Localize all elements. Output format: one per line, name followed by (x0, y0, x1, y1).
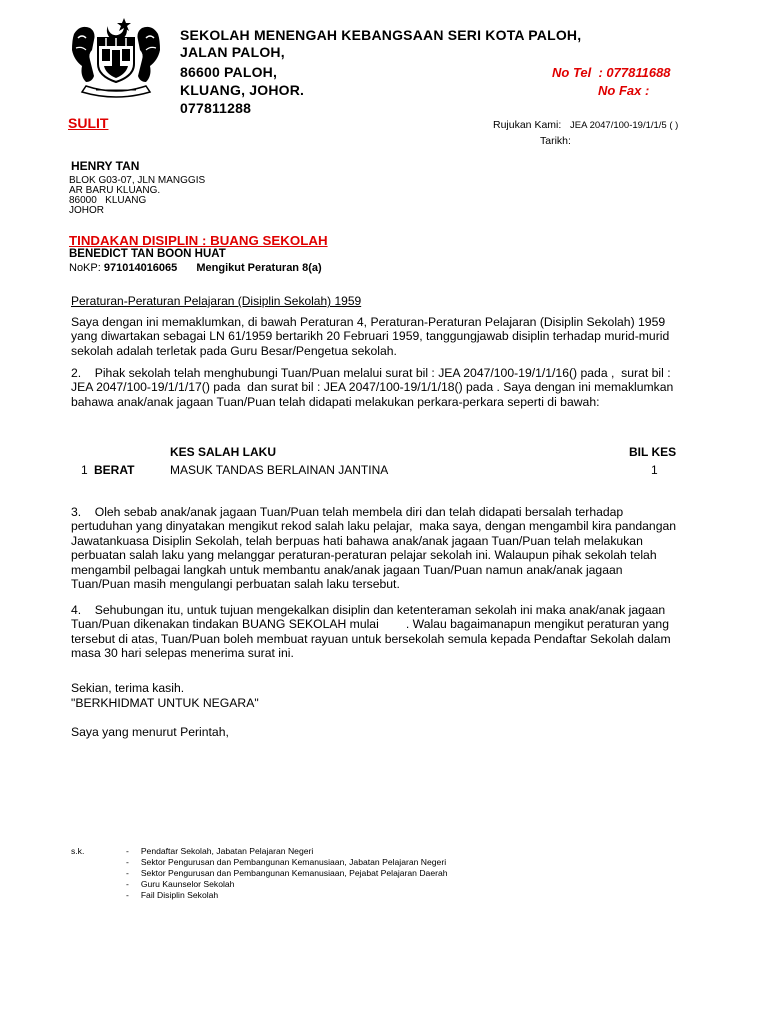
address-line: AR BARU KLUANG. (69, 185, 161, 196)
row-number: 1 (81, 463, 88, 477)
cc-item: - Guru Kaunselor Sekolah (126, 879, 235, 889)
cc-list (126, 846, 448, 901)
cc-item: - Pendaftar Sekolah, Jabatan Pelajaran Negeri (126, 846, 314, 856)
date-label: Tarikh: (540, 135, 571, 147)
recipient-name: HENRY TAN (71, 159, 140, 173)
reference-label: Rujukan Kami: (493, 119, 562, 131)
cc-label: s.k. (71, 846, 85, 856)
cc-item: - Sektor Pengurusan dan Pembangunan Kemanusiaan, Pejabat Pelajaran Daerah (126, 868, 448, 878)
reference-line (493, 119, 678, 131)
cc-item-text: Sektor Pengurusan dan Pembangunan Kemanusiaan, Jabatan Pelajaran Negeri (140, 857, 447, 867)
coat-of-arms-logo (66, 14, 166, 98)
closing-thanks: Sekian, terima kasih. (71, 681, 185, 695)
school-address-street: JALAN PALOH, (180, 44, 285, 60)
header-overflow-phone: 077811288 (180, 100, 252, 116)
table-header-count: BIL KES (629, 445, 677, 459)
cases-table (70, 445, 690, 481)
closing-motto: "BERKHIDMAT UNTUK NEGARA" (71, 696, 259, 710)
cc-item-text: Pendaftar Sekolah, Jabatan Pelajaran Negeri (140, 846, 314, 856)
tel-number: : 077811688 (598, 65, 671, 80)
cc-item: - Fail Disiplin Sekolah (126, 890, 219, 900)
student-name: BENEDICT TAN BOON HUAT (69, 248, 226, 260)
cc-item-text: Sektor Pengurusan dan Pembangunan Kemanusiaan, Pejabat Pelajaran Daerah (140, 868, 448, 878)
student-id-line (69, 262, 322, 274)
row-severity: BERAT (94, 463, 135, 477)
regulation-title: Peraturan-Peraturan Pelajaran (Disiplin Sekolah) 1959 (71, 294, 362, 308)
address-line: BLOK G03-07, JLN MANGGIS (69, 175, 206, 186)
school-address-state: KLUANG, JOHOR. (180, 82, 305, 98)
cc-item-text: Guru Kaunselor Sekolah (140, 879, 235, 889)
fax-number: : (644, 83, 650, 98)
cc-item-text: Fail Disiplin Sekolah (140, 890, 219, 900)
nokp-value: 971014016065 (103, 262, 178, 274)
reference-value: JEA 2047/100-19/1/1/5 ( ) (570, 120, 679, 131)
tel-label-text: No Tel (552, 65, 592, 80)
school-address-postcode: 86600 PALOH, (180, 64, 278, 80)
paragraph-3: 3. Oleh sebab anak/anak jagaan Tuan/Puan telah membela diri dan telah didapati bersalah terhadap pertuduhan yang dinyatakan mengikut rekod salah laku pelajar, maka saya, dengan mengambil kira pandangan Jawatankuasa Disiplin Sekolah, telah berpuas hati bahawa anak/anak jagaan Tuan/Puan telah melakukan perbuatan salah laku yang melanggar peraturan-peraturan pelajar sekolah ini. Walaupun pihak sekolah telah mengambil pelbagai langkah untuk membantu anak/anak jagaan Tuan/Puan namun anak/anak jagaan Tuan/Puan masih mengulangi perbuatan salah laku tersebut. (71, 505, 680, 592)
classification-label: SULIT (68, 115, 109, 131)
tel-label (552, 65, 671, 80)
table-header-case: KES SALAH LAKU (170, 445, 277, 459)
row-count: 1 (651, 463, 658, 477)
paragraph-1: Saya dengan ini memaklumkan, di bawah Peraturan 4, Peraturan-Peraturan Pelajaran (Disiplin Sekolah) 1959 yang diwartakan sebagai LN 61/1959 bertarikh 20 Februari 1959, tanggungjawab disiplin terhadap murid-murid sekolah adalah terletak pada Guru Besar/Pengetua sekolah. (71, 315, 670, 358)
header-overflow-clip (180, 100, 300, 116)
regulation-ref: Mengikut Peraturan 8(a) (196, 262, 322, 274)
recipient-address (69, 176, 205, 216)
school-name-line1: SEKOLAH MENENGAH KEBANGSAAN SERI KOTA PALOH, (180, 27, 582, 43)
fax-label-text: No Fax (598, 83, 642, 98)
cc-item: - Sektor Pengurusan dan Pembangunan Kemanusiaan, Jabatan Pelajaran Negeri (126, 857, 447, 867)
closing-signoff: Saya yang menurut Perintah, (71, 725, 229, 739)
paragraph-4: 4. Sehubungan itu, untuk tujuan mengekalkan disiplin dan ketenteraman sekolah ini maka anak/anak jagaan Tuan/Puan dikenakan tindakan BUANG SEKOLAH mulai . Walau bagaimanapun mengikut peraturan yang tersebut di atas, Tuan/Puan boleh membuat rayuan untuk bersekolah semula kepada Pendaftar Sekolah dalam masa 30 hari selepas menerima surat ini. (71, 603, 674, 661)
table-row (70, 463, 690, 479)
nokp-label: NoKP: (69, 262, 101, 274)
address-line: 86000 KLUANG (69, 195, 147, 206)
fax-label (598, 83, 649, 98)
row-description: MASUK TANDAS BERLAINAN JANTINA (170, 463, 389, 477)
subject-title: TINDAKAN DISIPLIN : BUANG SEKOLAH (69, 233, 328, 248)
address-line: JOHOR (69, 205, 104, 216)
paragraph-2: 2. Pihak sekolah telah menghubungi Tuan/Puan melalui surat bil : JEA 2047/100-19/1/1/16() pada , surat bil : JEA 2047/100-19/1/1/17() pada dan surat bil : JEA 2047/100-19/1/1/18() pada . Saya dengan ini memaklumkan bahawa anak/anak jagaan Tuan/Puan telah didapati melakukan perkara-perkara seperti di bawah: (71, 366, 677, 409)
